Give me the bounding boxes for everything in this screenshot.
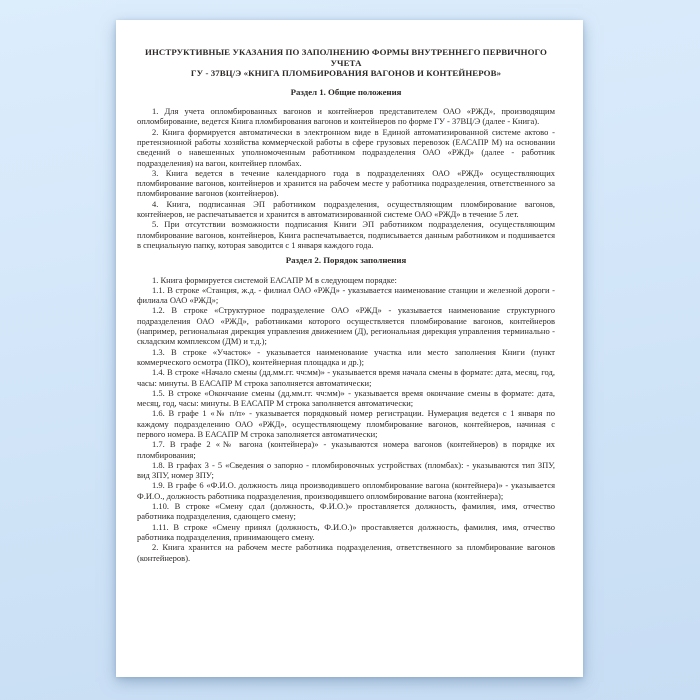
paragraph: 1.9. В графе 6 «Ф.И.О. должность лица производившего опломбирование вагона (контейнера)» - указывается Ф.И.О., должность работника подразделения, производившего опломбирование вагона (контейнера); xyxy=(137,480,555,501)
document-title-line2: ГУ - 37ВЦ/Э «КНИГА ПЛОМБИРОВАНИЯ ВАГОНОВ И КОНТЕЙНЕРОВ» xyxy=(190,68,502,79)
paragraph: 1.1. В строке «Станция, ж.д. - филиал ОАО «РЖД» - указывается наименование станции и железной дороги - филиала ОАО «РЖД»; xyxy=(137,284,555,306)
paragraph: 1.7. В графе 2 «№ вагона (контейнера)» - указываются номера вагонов (контейнеров) в порядке их пломбирования; xyxy=(137,439,555,460)
paragraph: 1.8. В графах 3 - 5 «Сведения о запорно - пломбировочных устройствах (пломбах): - указываются тип ЗПУ, вид ЗПУ, номер ЗПУ; xyxy=(137,459,555,481)
paragraph: 1. Для учета опломбированных вагонов и контейнеров представителем ОАО «РЖД», производящим опломбирование, ведется Книга пломбирования вагонов и контейнеров по форме ГУ - 37ВЦ/Э (далее - Книга). xyxy=(137,106,555,127)
document-title-line1: ИНСТРУКТИВНЫЕ УКАЗАНИЯ ПО ЗАПОЛНЕНИЮ ФОРМЫ ВНУТРЕННЕГО ПЕРВИЧНОГО УЧЕТА xyxy=(145,47,547,68)
paragraph: 1.10. В строке «Смену сдал (должность, Ф.И.О.)» проставляется должность, фамилия, имя, отчество работника подразделения, сдающего смену; xyxy=(137,501,555,522)
section-1-body xyxy=(137,106,555,250)
paragraph: 1.4. В строке «Начало смены (дд.мм.гг. чч:мм)» - указывается время начала смены в формате: дата, месяц, год, часы: минуты. В ЕАСАПР М строка заполняется автоматически; xyxy=(137,367,555,388)
paragraph: 4. Книга, подписанная ЭП работником подразделения, осуществляющим пломбирование вагонов, контейнеров, не распечатывается и хранится в автоматизированной системе ОАО «РЖД» в течение 5 лет. xyxy=(137,198,555,220)
paragraph: 1.11. В строке «Смену принял (должность, Ф.И.О.)» проставляется должность, фамилия, имя, отчество работника подразделения, принимающего смену. xyxy=(137,521,555,542)
paragraph: 2. Книга хранится на рабочем месте работника подразделения, ответственного за пломбирование вагонов (контейнеров). xyxy=(137,542,555,563)
document-page xyxy=(116,20,583,677)
document-title xyxy=(137,47,555,79)
paragraph: 2. Книга формируется автоматически в электронном виде в Единой автоматизированной системе актово - претензионной работы хозяйства коммерческой работы в сфере грузовых перевозок (ЕАСАПР М) на основании сведений о навешенных уполномоченным работником подразделения ОАО «РЖД» (далее - работник подразделения) на вагон, контейнер пломбах. xyxy=(137,126,555,168)
section-2-heading: Раздел 2. Порядок заполнения xyxy=(285,255,407,266)
paragraph: 1. Книга формируется системой ЕАСАПР М в следующем порядке: xyxy=(152,274,397,285)
section-2-body xyxy=(137,275,555,563)
section-1-heading: Раздел 1. Общие положения xyxy=(290,86,402,97)
paragraph: 1.3. В строке «Участок» - указывается наименование участка или место заполнения Книги (пункт коммерческого осмотра (ПКО), контейнерная площадка и др.); xyxy=(137,346,555,367)
paragraph: 5. При отсутствии возможности подписания Книги ЭП работником подразделения, осуществляющим пломбирование вагонов, контейнеров, Книга распечатывается, подписывается данным работником и подшивается в специальную папку, которая заводится с 1 января каждого года. xyxy=(137,219,555,250)
paragraph: 1.5. В строке «Окончание смены (дд.мм.гг. чч:мм)» - указывается время окончание смены в формате: дата, месяц, год, часы: минуты. В ЕАСАПР М строка заполняется автоматически; xyxy=(137,387,555,409)
paragraph: 1.2. В строке «Структурное подразделение ОАО «РЖД» - указывается наименование структурного подразделения ОАО «РЖД», работниками которого осуществляется пломбирование вагонов, контейнеров (например, региональная дирекция управления движением (Д), региональная дирекция управления терминально - складским комплексом (ДМ) и т.д.); xyxy=(137,305,555,347)
paragraph: 3. Книга ведется в течение календарного года в подразделениях ОАО «РЖД» осуществляющих пломбирование вагонов, контейнеров и хранится на рабочем месте у работника подразделения, ответственного за пломбирование вагонов (контейнеров). xyxy=(137,167,555,199)
paragraph: 1.6. В графе 1 «№ п/п» - указывается порядковый номер регистрации. Нумерация ведется с 1 января по каждому подразделению ОАО «РЖД», осуществляющему пломбирование вагонов, контейнеров, начиная с первого номера. В ЕАСАПР М строка заполняется автоматически; xyxy=(137,408,555,439)
